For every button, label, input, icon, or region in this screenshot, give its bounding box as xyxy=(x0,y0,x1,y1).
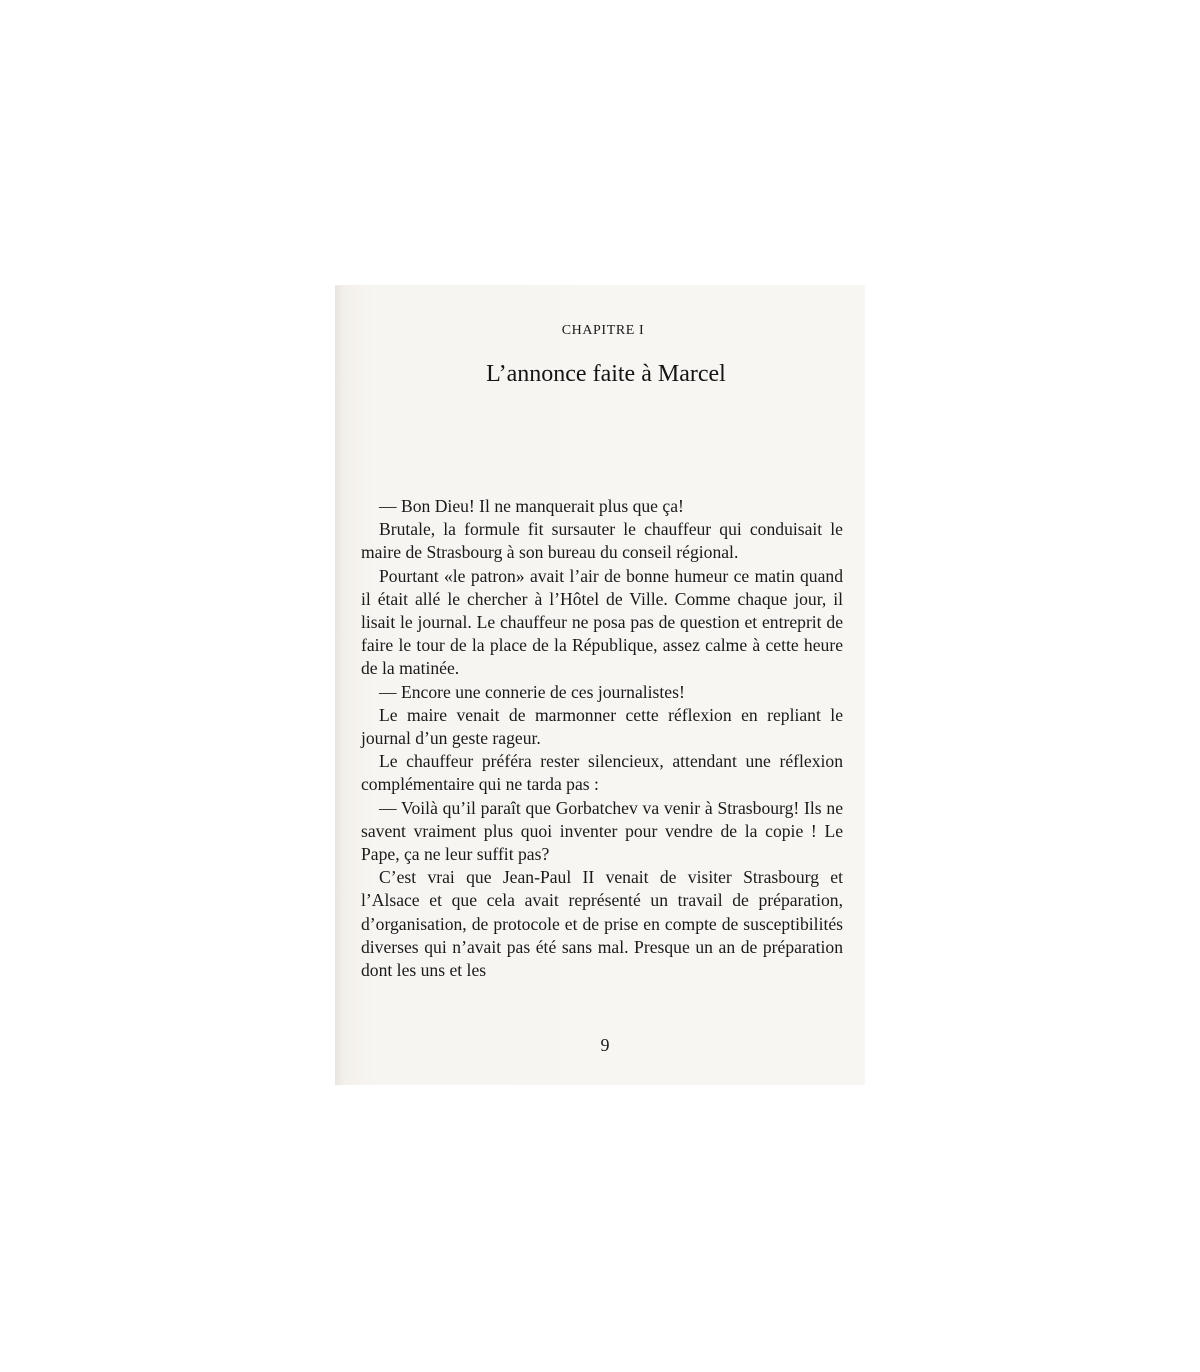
paragraph: — Bon Dieu! Il ne manquerait plus que ça! xyxy=(379,496,684,516)
paragraph: C’est vrai que Jean-Paul II venait de visiter Strasbourg et l’Alsace et que cela avait représenté un travail de préparation, d’organisation, de protocole et de prise en compte de susceptibilités diverses qui n’avait pas été sans mal. Presque un an de préparation dont les uns et les xyxy=(361,867,843,981)
chapter-title: L’annonce faite à Marcel xyxy=(486,361,726,387)
body-text xyxy=(361,495,843,982)
paragraph: Pourtant «le patron» avait l’air de bonne humeur ce matin quand il était allé le chercher à l’Hôtel de Ville. Comme chaque jour, il lisait le journal. Le chauffeur ne posa pas de question et entreprit de faire le tour de la place de la République, assez calme à cette heure de la matinée. xyxy=(361,565,843,679)
paragraph: Brutale, la formule fit sursauter le chauffeur qui conduisait le maire de Strasbourg à son bureau du conseil régional. xyxy=(361,519,843,563)
page-number: 9 xyxy=(600,1035,610,1055)
paragraph: — Encore une connerie de ces journalistes! xyxy=(379,681,685,702)
chapter-label: CHAPITRE I xyxy=(561,323,645,338)
paragraph: — Voilà qu’il paraît que Gorbatchev va venir à Strasbourg! Ils ne savent vraiment plus quoi inventer pour vendre de la copie ! Le Pape, ça ne leur suffit pas? xyxy=(361,797,843,865)
book-page xyxy=(335,285,865,1085)
paragraph: Le chauffeur préféra rester silencieux, attendant une réflexion complémentaire qui ne tarda pas : xyxy=(361,751,843,795)
paragraph: Le maire venait de marmonner cette réflexion en repliant le journal d’un geste rageur. xyxy=(361,704,843,749)
